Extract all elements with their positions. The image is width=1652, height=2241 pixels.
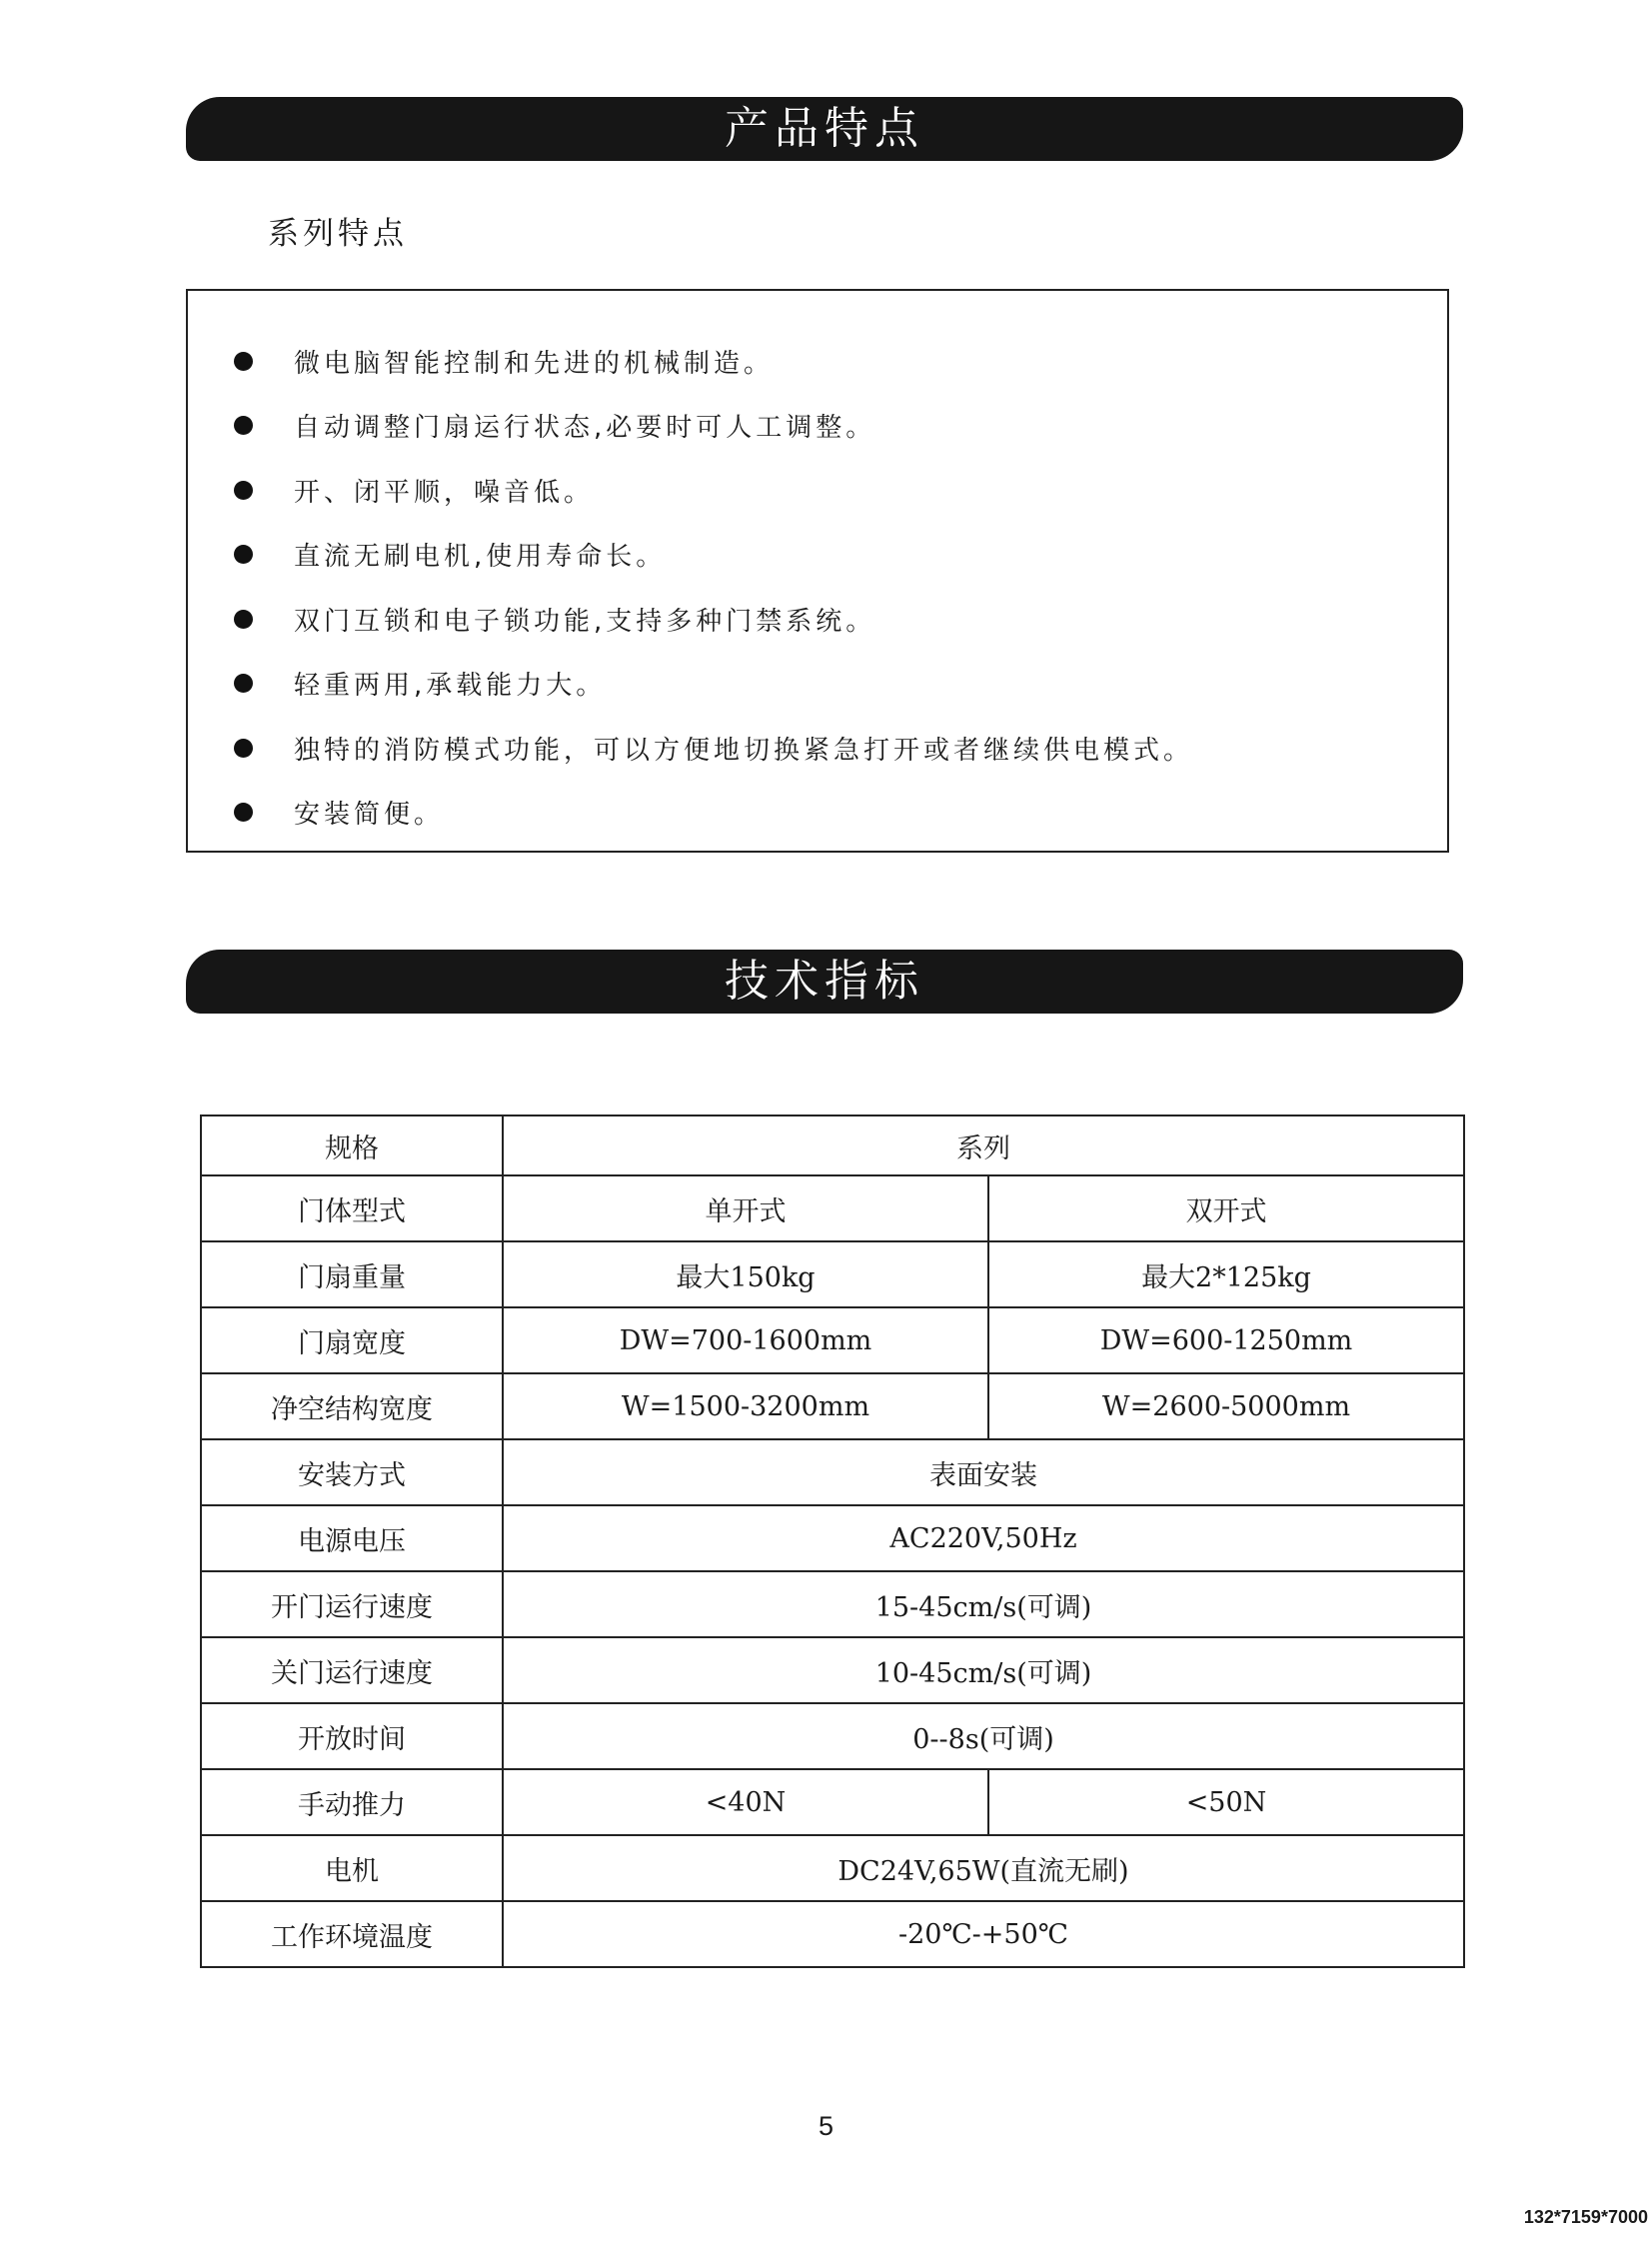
section-banner-specs: [186, 950, 1463, 1014]
spec-value: 10-45cm/s(可调): [503, 1637, 1464, 1703]
spec-value: 表面安装: [503, 1439, 1464, 1505]
table-row: [201, 1175, 1464, 1241]
feature-text: 开、闭平顺，噪音低。: [294, 477, 595, 508]
table-row: [201, 1241, 1464, 1307]
table-row: [201, 1505, 1464, 1571]
table-row: [201, 1307, 1464, 1373]
spec-value-double: <50N: [988, 1769, 1464, 1835]
spec-label: 门扇宽度: [201, 1307, 503, 1373]
section-title-specs: 技术指标: [725, 956, 924, 1007]
footer-code: 132*7159*7000: [1523, 2207, 1648, 2227]
feature-text: 安装简便。: [294, 800, 445, 831]
feature-item: [188, 716, 1447, 781]
feature-text: 双门互锁和电子锁功能,支持多种门禁系统。: [294, 606, 876, 637]
feature-text: 直流无刷电机,使用寿命长。: [294, 542, 667, 573]
table-row: [201, 1439, 1464, 1505]
feature-text: 微电脑智能控制和先进的机械制造。: [294, 348, 775, 379]
features-list: [188, 329, 1447, 845]
series-features-subtitle: 系列特点: [268, 216, 408, 252]
spec-label: 工作环境温度: [201, 1901, 503, 1967]
table-row: [201, 1571, 1464, 1637]
spec-label: 关门运行速度: [201, 1637, 503, 1703]
bullet-icon: [234, 481, 253, 500]
specs-table: [200, 1115, 1465, 1968]
spec-value-single: 单开式: [503, 1175, 988, 1241]
spec-value-double: 双开式: [988, 1175, 1464, 1241]
table-row: [201, 1901, 1464, 1967]
spec-label: 门体型式: [201, 1175, 503, 1241]
bullet-icon: [234, 545, 253, 564]
spec-value: 0--8s(可调): [503, 1703, 1464, 1769]
table-row: [201, 1769, 1464, 1835]
spec-value-single: W=1500-3200mm: [503, 1373, 988, 1439]
spec-label: 电源电压: [201, 1505, 503, 1571]
spec-label: 开门运行速度: [201, 1571, 503, 1637]
table-row: [201, 1637, 1464, 1703]
bullet-icon: [234, 739, 253, 758]
features-box: [186, 289, 1449, 853]
spec-value: -20℃-+50℃: [503, 1901, 1464, 1967]
spec-value: DC24V,65W(直流无刷): [503, 1835, 1464, 1901]
feature-item: [188, 652, 1447, 717]
page-number: 5: [818, 2111, 834, 2141]
spec-label: 开放时间: [201, 1703, 503, 1769]
spec-value-single: DW=700-1600mm: [503, 1307, 988, 1373]
feature-text: 轻重两用,承载能力大。: [294, 671, 607, 702]
spec-label: 规格: [201, 1116, 503, 1175]
spec-value-double: 最大2*125kg: [988, 1241, 1464, 1307]
bullet-icon: [234, 674, 253, 693]
spec-label: 门扇重量: [201, 1241, 503, 1307]
feature-item: [188, 458, 1447, 523]
table-row: [201, 1373, 1464, 1439]
spec-value-single: <40N: [503, 1769, 988, 1835]
bullet-icon: [234, 352, 253, 371]
spec-label: 安装方式: [201, 1439, 503, 1505]
spec-value-double: W=2600-5000mm: [988, 1373, 1464, 1439]
bullet-icon: [234, 803, 253, 822]
feature-text: 独特的消防模式功能，可以方便地切换紧急打开或者继续供电模式。: [294, 735, 1194, 766]
table-row: [201, 1703, 1464, 1769]
feature-item: [188, 394, 1447, 459]
feature-item: [188, 781, 1447, 846]
spec-label: 手动推力: [201, 1769, 503, 1835]
feature-item: [188, 587, 1447, 652]
spec-value-single: 最大150kg: [503, 1241, 988, 1307]
spec-value: 15-45cm/s(可调): [503, 1571, 1464, 1637]
table-row: [201, 1116, 1464, 1175]
section-banner-features: [186, 97, 1463, 161]
spec-label: 电机: [201, 1835, 503, 1901]
spec-label: 净空结构宽度: [201, 1373, 503, 1439]
spec-value-double: DW=600-1250mm: [988, 1307, 1464, 1373]
bullet-icon: [234, 416, 253, 435]
spec-value: 系列: [503, 1116, 1464, 1175]
feature-item: [188, 523, 1447, 588]
table-row: [201, 1835, 1464, 1901]
section-title-features: 产品特点: [725, 103, 924, 154]
bullet-icon: [234, 610, 253, 629]
spec-value: AC220V,50Hz: [503, 1505, 1464, 1571]
feature-text: 自动调整门扇运行状态,必要时可人工调整。: [294, 413, 876, 444]
feature-item: [188, 329, 1447, 394]
